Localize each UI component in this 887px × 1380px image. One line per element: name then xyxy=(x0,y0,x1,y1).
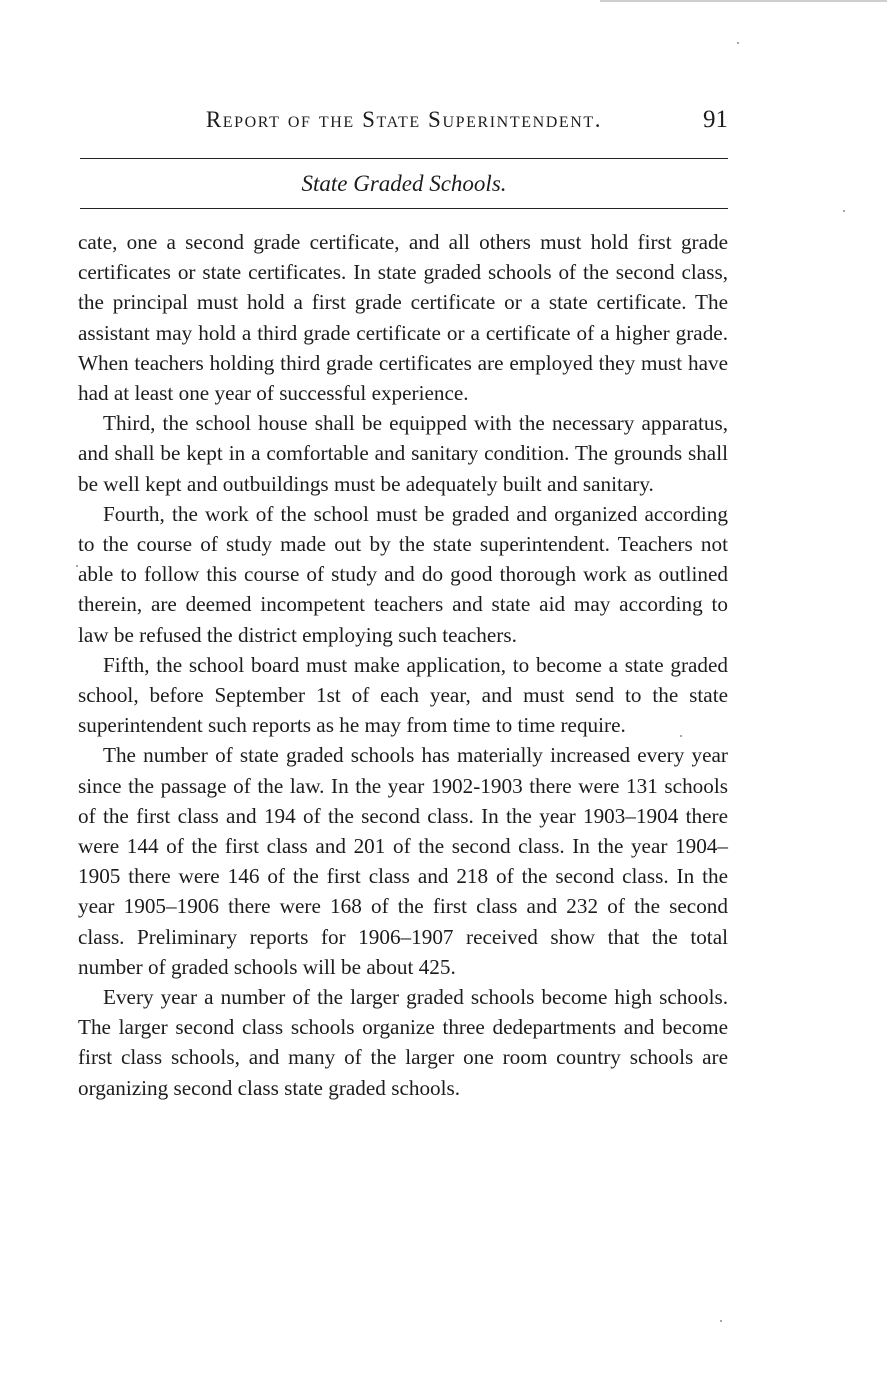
paper-speck xyxy=(843,210,845,212)
paper-speck xyxy=(680,735,682,737)
running-head xyxy=(80,102,728,138)
section-title: State Graded Schools. xyxy=(301,171,507,196)
paragraph-growth: Every year a number of the larger graded schools become high schools. The larger second class schools organize three dedepartments and become first class schools, and many of the larger one room country schools are organizing second class state graded schools. xyxy=(78,985,728,1100)
paragraph-third-requirement: Third, the school house shall be equipped with the necessary apparatus, and shall be kept in a comfortable and sanitary condition. The grounds shall be well kept and outbuildings must be adequately built and sanitary. xyxy=(78,411,728,496)
paragraph-certificates-continued: cate, one a second grade certificate, and all others must hold first grade certificates or state certificates. In state graded schools of the second class, the principal must hold a first grade certificate or a state certificate. The assistant may hold a third grade certificate or a certificate of a higher grade. When teachers holding third grade certificates are employed they must have had at least one year of successful experience. xyxy=(78,230,728,406)
page-number: 91 xyxy=(703,106,728,133)
paragraph-fifth-requirement: Fifth, the school board must make application, to become a state graded school, before September 1st of each year, and must send to the state superintendent such reports as he may from time to time require. xyxy=(78,652,728,738)
header-rule-top xyxy=(80,158,728,159)
page-top-edge xyxy=(600,0,887,2)
paper-speck xyxy=(737,42,739,44)
body-text xyxy=(78,227,728,1103)
header-rule-bottom xyxy=(80,208,728,209)
running-title: Report of the State Superintendent. xyxy=(205,107,603,132)
paper-speck xyxy=(720,1320,722,1322)
paper-speck xyxy=(76,565,78,567)
paragraph-fourth-requirement: Fourth, the work of the school must be graded and organized according to the course of study made out by the state superintendent. Teachers not able to follow this course of study and do good thorough work as outlined therein, are deemed incompetent teachers and state aid may according to law be refused the district employing such teachers. xyxy=(78,501,728,647)
paragraph-school-counts: The number of state graded schools has materially increased every year since the passage of the law. In the year 1902-1903 there were 131 schools of the first class and 194 of the second class. In the year 1903–1904 there were 144 of the first class and 201 of the second class. In the year 1904–1905 there were 146 of the first class and 218 of the second class. In the year 1905–1906 there were 168 of the first class and 232 of the second class. Preliminary reports for 1906–1907 received show that the total number of graded schools will be about 425. xyxy=(78,743,728,979)
